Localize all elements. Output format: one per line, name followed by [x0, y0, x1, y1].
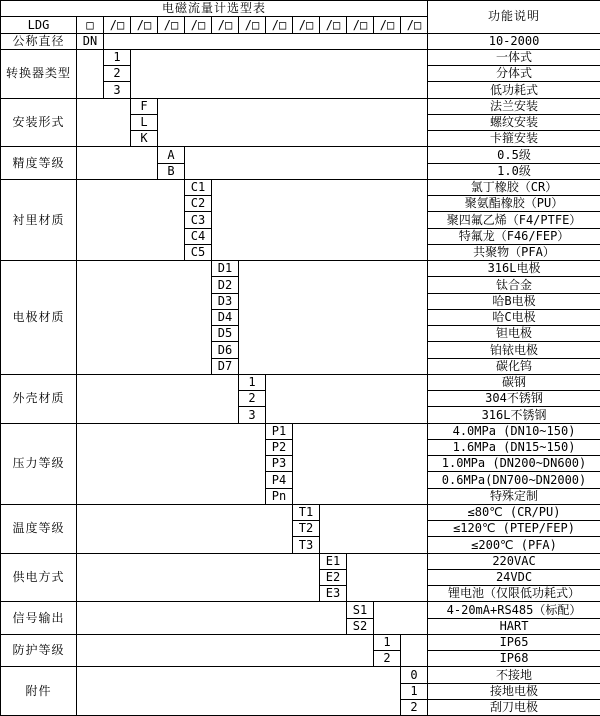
spec-row: [1, 374, 600, 390]
spacer-cell: [374, 602, 428, 635]
function-cell: ≤200℃ (PFA): [428, 537, 600, 553]
function-cell: 1.0MPa (DN200~DN600): [428, 456, 600, 472]
code-cell: D7: [212, 358, 239, 374]
spacer-cell: [77, 553, 320, 602]
function-cell: 锂电池（仅限低功耗式）: [428, 586, 600, 602]
spec-row: [1, 602, 600, 618]
function-cell: 碳化钨: [428, 358, 600, 374]
code-cell: T1: [293, 504, 320, 520]
spec-row: [1, 504, 600, 520]
code-cell: D6: [212, 342, 239, 358]
group-label: 衬里材质: [1, 179, 77, 260]
function-cell: 特殊定制: [428, 488, 600, 504]
group-label: 防护等级: [1, 634, 77, 667]
model-slot-box: /□: [266, 17, 293, 33]
model-base-box: □: [77, 17, 104, 33]
model-slot-box: /□: [212, 17, 239, 33]
group-label: 附件: [1, 667, 77, 716]
spec-row: [1, 98, 600, 114]
group-label: 精度等级: [1, 147, 77, 180]
code-cell: K: [131, 131, 158, 147]
function-cell: 氯丁橡胶（CR）: [428, 179, 600, 195]
function-cell: IP65: [428, 634, 600, 650]
function-cell: 24VDC: [428, 569, 600, 585]
function-cell: 304不锈钢: [428, 391, 600, 407]
code-cell: DN: [77, 33, 104, 49]
function-cell: 316L不锈钢: [428, 407, 600, 423]
table-body: [1, 1, 600, 716]
model-slot-box: /□: [185, 17, 212, 33]
spacer-cell: [77, 504, 293, 553]
function-cell: IP68: [428, 651, 600, 667]
function-cell: 特氟龙（F46/FEP）: [428, 228, 600, 244]
code-cell: T3: [293, 537, 320, 553]
code-cell: 2: [374, 651, 401, 667]
code-cell: 0: [401, 667, 428, 683]
code-cell: D5: [212, 326, 239, 342]
group-label: 转换器类型: [1, 49, 77, 98]
code-cell: E3: [320, 586, 347, 602]
spec-row: [1, 553, 600, 569]
function-cell: 共聚物（PFA）: [428, 244, 600, 260]
model-slot-box: /□: [320, 17, 347, 33]
code-cell: 1: [239, 374, 266, 390]
code-cell: 2: [104, 66, 131, 82]
function-cell: 10-2000: [428, 33, 600, 49]
model-slot-box: /□: [158, 17, 185, 33]
page-title: 电磁流量计选型表: [1, 1, 428, 17]
spacer-cell: [185, 147, 428, 180]
group-label: 外壳材质: [1, 374, 77, 423]
function-cell: 螺纹安装: [428, 114, 600, 130]
model-slot-box: /□: [347, 17, 374, 33]
model-slot-box: /□: [239, 17, 266, 33]
spacer-cell: [77, 423, 266, 504]
spacer-cell: [77, 374, 239, 423]
code-cell: B: [158, 163, 185, 179]
spacer-cell: [77, 602, 347, 635]
code-cell: L: [131, 114, 158, 130]
code-cell: P1: [266, 423, 293, 439]
spacer-cell: [266, 374, 428, 423]
code-cell: D2: [212, 277, 239, 293]
function-cell: 碳钢: [428, 374, 600, 390]
spacer-cell: [293, 423, 428, 504]
function-cell: 分体式: [428, 66, 600, 82]
function-cell: 4.0MPa (DN10~150): [428, 423, 600, 439]
spec-row: [1, 423, 600, 439]
code-cell: P3: [266, 456, 293, 472]
function-cell: 哈C电极: [428, 309, 600, 325]
function-cell: ≤120℃ (PTEP/FEP): [428, 521, 600, 537]
code-cell: T2: [293, 521, 320, 537]
function-cell: 不接地: [428, 667, 600, 683]
function-cell: 220VAC: [428, 553, 600, 569]
code-cell: C3: [185, 212, 212, 228]
code-cell: C2: [185, 196, 212, 212]
spacer-cell: [239, 261, 428, 375]
function-cell: 聚四氟乙烯（F4/PTFE）: [428, 212, 600, 228]
function-cell: 卡箍安装: [428, 131, 600, 147]
code-cell: S1: [347, 602, 374, 618]
function-cell: 聚氨酯橡胶（PU）: [428, 196, 600, 212]
model-slot-box: /□: [104, 17, 131, 33]
code-cell: P4: [266, 472, 293, 488]
function-cell: 哈B电极: [428, 293, 600, 309]
spec-row: [1, 667, 600, 683]
group-label: 温度等级: [1, 504, 77, 553]
function-cell: 316L电极: [428, 261, 600, 277]
spacer-cell: [77, 667, 401, 716]
spacer-cell: [212, 179, 428, 260]
function-cell: 刮刀电极: [428, 699, 600, 715]
code-cell: 2: [401, 699, 428, 715]
spec-row: [1, 634, 600, 650]
function-cell: ≤80℃ (CR/PU): [428, 504, 600, 520]
code-cell: D4: [212, 309, 239, 325]
group-label: 压力等级: [1, 423, 77, 504]
code-cell: 1: [104, 49, 131, 65]
code-cell: C5: [185, 244, 212, 260]
spacer-cell: [320, 504, 428, 553]
function-cell: 0.5级: [428, 147, 600, 163]
code-cell: P2: [266, 439, 293, 455]
function-cell: 4-20mA+RS485（标配）: [428, 602, 600, 618]
function-cell: 0.6MPa(DN700~DN2000): [428, 472, 600, 488]
spec-row: [1, 261, 600, 277]
spacer-cell: [77, 261, 212, 375]
code-cell: A: [158, 147, 185, 163]
function-cell: 接地电极: [428, 683, 600, 699]
function-cell: 钽电极: [428, 326, 600, 342]
spacer-cell: [77, 634, 374, 667]
group-label: 电极材质: [1, 261, 77, 375]
function-cell: 低功耗式: [428, 82, 600, 98]
code-cell: D3: [212, 293, 239, 309]
group-label: 安装形式: [1, 98, 77, 147]
code-cell: 2: [239, 391, 266, 407]
spec-row: [1, 49, 600, 65]
function-cell: 铂铱电极: [428, 342, 600, 358]
spec-row: [1, 179, 600, 195]
model-slot-box: /□: [401, 17, 428, 33]
model-slot-box: /□: [293, 17, 320, 33]
code-cell: S2: [347, 618, 374, 634]
code-cell: Pn: [266, 488, 293, 504]
spacer-cell: [77, 98, 131, 147]
spec-row: [1, 147, 600, 163]
spacer-cell: [104, 33, 428, 49]
code-cell: C4: [185, 228, 212, 244]
spec-row: [1, 33, 600, 49]
code-cell: D1: [212, 261, 239, 277]
code-cell: 3: [104, 82, 131, 98]
code-cell: C1: [185, 179, 212, 195]
function-cell: 钛合金: [428, 277, 600, 293]
spacer-cell: [77, 179, 185, 260]
spacer-cell: [158, 98, 428, 147]
function-column-header: 功能说明: [428, 1, 600, 34]
model-prefix: LDG: [1, 17, 77, 33]
code-cell: F: [131, 98, 158, 114]
spacer-cell: [77, 147, 158, 180]
function-cell: 法兰安装: [428, 98, 600, 114]
code-cell: 1: [374, 634, 401, 650]
title-row: [1, 1, 600, 17]
function-cell: 一体式: [428, 49, 600, 65]
function-cell: HART: [428, 618, 600, 634]
function-cell: 1.0级: [428, 163, 600, 179]
group-label: 信号输出: [1, 602, 77, 635]
group-label: 供电方式: [1, 553, 77, 602]
model-slot-box: /□: [131, 17, 158, 33]
spacer-cell: [401, 634, 428, 667]
spacer-cell: [77, 49, 104, 98]
spacer-cell: [131, 49, 428, 98]
code-cell: 1: [401, 683, 428, 699]
code-cell: 3: [239, 407, 266, 423]
model-slot-box: /□: [374, 17, 401, 33]
code-cell: E2: [320, 569, 347, 585]
group-label: 公称直径: [1, 33, 77, 49]
function-cell: 1.6MPa (DN15~150): [428, 439, 600, 455]
code-cell: E1: [320, 553, 347, 569]
spacer-cell: [347, 553, 428, 602]
